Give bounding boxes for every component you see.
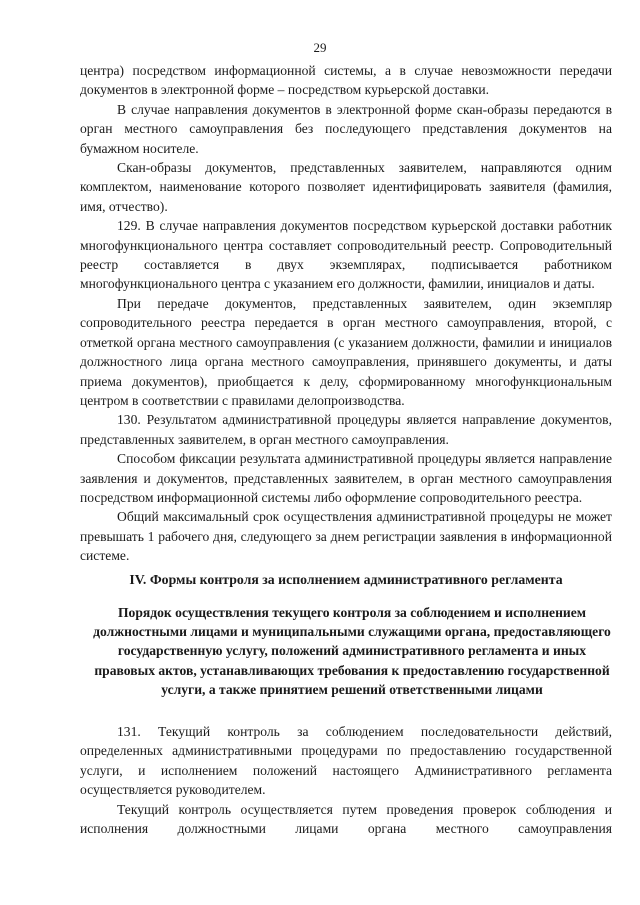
text-block-top [80, 61, 612, 566]
paragraph: центра) посредством информационной системы, а в случае невозможности передачи документов в электронной форме – посредством курьерской доставки. [80, 63, 612, 98]
paragraph: 130. Результатом административной процедуры является направление документов, представленных заявителем, в орган местного самоуправления. [80, 412, 612, 447]
paragraph: Общий максимальный срок осуществления административной процедуры не может превышать 1 рабочего дня, следующего за днем регистрации заявления в информационной системе. [80, 509, 612, 564]
paragraph: При передаче документов, представленных заявителем, один экземпляр сопроводительного реестра передается в орган местного самоуправления, второй, с отметкой органа местного самоуправления (с указанием должности, фамилии и инициалов должностного лица органа местного самоуправления, принявшего документы, и даты приема документов), приобщается к делу, сформированному многофункциональным центром в соответствии с правилами делопроизводства. [80, 295, 612, 408]
paragraph: Текущий контроль осуществляется путем проведения проверок соблюдения и исполнения должностными лицами органа местного самоуправления [80, 801, 612, 837]
section-heading: IV. Формы контроля за исполнением административного регламента [129, 572, 563, 587]
paragraph: В случае направления документов в электронной форме скан-образы передаются в орган местного самоуправления без последующего представления документов на бумажном носителе. [80, 101, 612, 156]
paragraph: Способом фиксации результата административной процедуры является направление заявления и документов, представленных заявителем, в орган местного самоуправления посредством информационной системы либо оформление сопроводительного реестра. [80, 451, 612, 505]
subsection-heading: Порядок осуществления текущего контроля за соблюдением и исполнением должностными лицами и муниципальными служащими органа, предоставляющего государственную услугу, положений административного регламента и иных правовых актов, устанавливающих требования к предоставлению государственной услуги, а также принятием решений ответственными лицами [93, 605, 611, 697]
text-block-bottom [80, 722, 612, 838]
page-number: 29 [313, 40, 327, 55]
paragraph: 131. Текущий контроль за соблюдением последовательности действий, определенных административными процедурами по предоставлению государственной услуги, и исполнением положений настоящего Административного регламента осуществляется руководителем. [80, 724, 612, 798]
paragraph: Скан-образы документов, представленных заявителем, направляются одним комплектом, наименование которого позволяет идентифицировать заявителя (фамилия, имя, отчество). [80, 160, 612, 214]
paragraph: 129. В случае направления документов посредством курьерской доставки работник многофункционального центра составляет сопроводительный реестр. Сопроводительный реестр составляется в двух экземплярах, подписывается работником многофункционального центра с указанием его должности, фамилии, инициалов и даты. [80, 218, 612, 292]
